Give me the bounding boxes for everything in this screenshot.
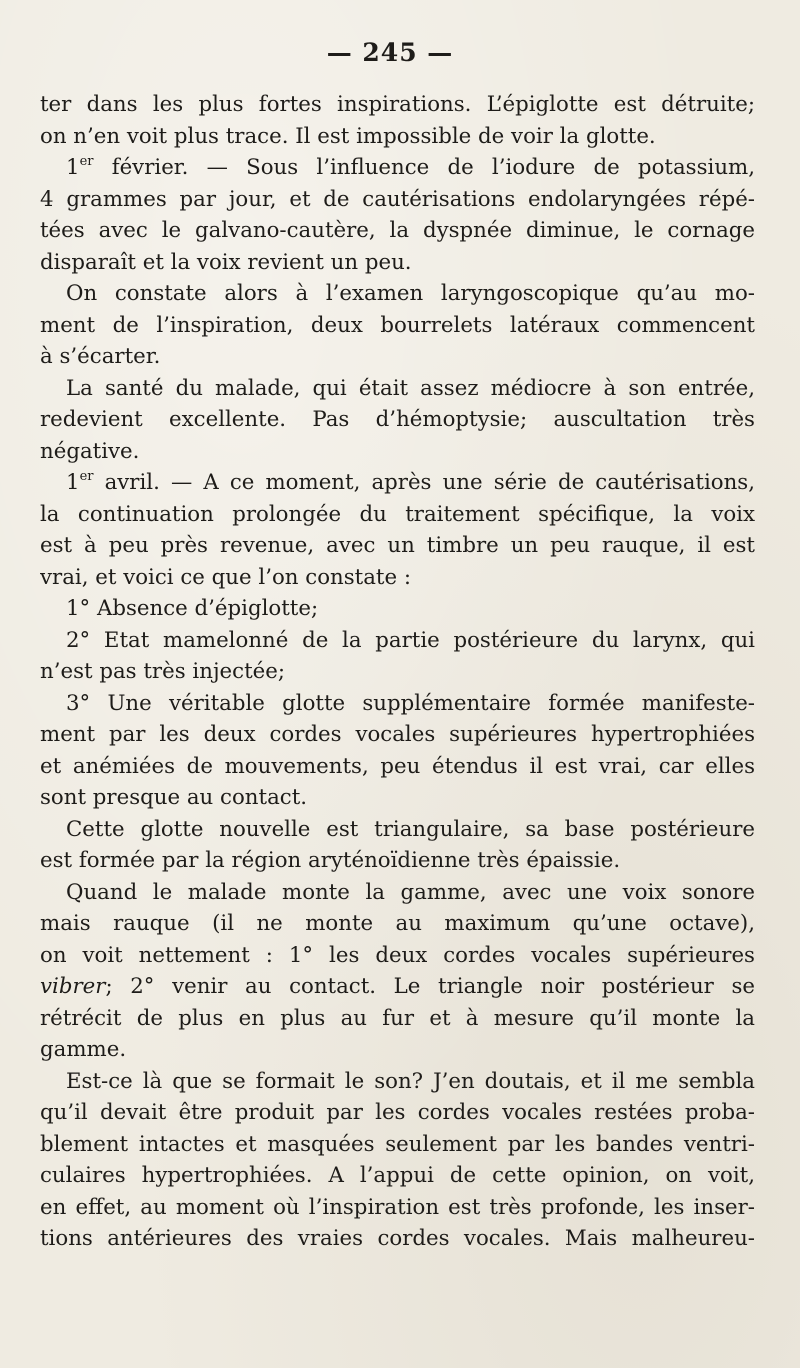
line-text: est à peu près revenue, avec un timbre un peu rauque, il est (40, 533, 755, 558)
text-line (40, 845, 755, 877)
text-line (40, 814, 755, 846)
line-text: La santé du malade, qui était assez médiocre à son entrée, (66, 375, 755, 401)
page-number: — 245 — (326, 38, 454, 67)
line-text: ment par les deux cordes vocales supérieures hypertrophiées (40, 722, 755, 747)
body-text (40, 89, 755, 1255)
line-text: Cette glotte nouvelle est triangulaire, sa base postérieure (66, 816, 755, 842)
line-text: la continuation prolongée du traitement spécifique, la voix (40, 501, 755, 527)
line-text: 3° Une véritable glotte supplémentaire formée manifeste- (66, 690, 755, 716)
text-line (40, 184, 755, 216)
text-line (40, 530, 755, 562)
line-text: culaires hypertrophiées. A l’appui de cette opinion, on voit, (40, 1163, 755, 1188)
text-line (40, 121, 755, 153)
line-text: en effet, au moment où l’inspiration est très profonde, les inser- (40, 1194, 755, 1220)
line-text: est formée par la région aryténoïdienne très épaissie. (40, 848, 621, 873)
text-line (40, 1097, 755, 1129)
line-text: ter dans les plus fortes inspirations. L’épiglotte est détruite; (40, 92, 755, 117)
line-text: et anémiées de mouvements, peu étendus il est vrai, car elles (40, 753, 755, 779)
line-text: Est-ce là que se formait le son? J’en doutais, et il me sembla (66, 1068, 755, 1094)
text-line (40, 1223, 755, 1255)
line-text: On constate alors à l’examen laryngoscopique qu’au mo- (66, 281, 755, 306)
ordinal-superscript: er (79, 154, 94, 169)
text-line (40, 751, 755, 783)
line-text: rétrécit de plus en plus au fur et à mesure qu’il monte la (40, 1005, 755, 1031)
line-text: on voit nettement : 1° les deux cordes vocales supérieures (40, 942, 755, 968)
text-line (40, 562, 755, 594)
text-line (40, 625, 755, 657)
line-text: 1° Absence d’épiglotte; (66, 596, 319, 621)
line-text: qu’il devait être produit par les cordes vocales restées proba- (40, 1100, 755, 1125)
line-text: négative. (40, 438, 140, 464)
text-line (40, 1003, 755, 1035)
line-text: tées avec le galvano-cautère, la dyspnée diminue, le cornage (40, 218, 755, 243)
line-text: février. — Sous l’influence de l’iodure de potassium, (93, 155, 755, 180)
text-line (40, 877, 755, 909)
line-text: Quand le malade monte la gamme, avec une voix sonore (66, 879, 755, 905)
text-line (40, 89, 755, 121)
line-text: à s’écarter. (40, 344, 161, 369)
text-line (40, 436, 755, 468)
text-line (40, 310, 755, 342)
text-line (40, 215, 755, 247)
ordinal-number: 1 (66, 470, 80, 495)
line-text: 2° Etat mamelonné de la partie postérieure du larynx, qui (66, 627, 755, 653)
line-text: avril. — A ce moment, après une série de cautérisations, (93, 470, 755, 495)
line-text: tions antérieures des vraies cordes vocales. Mais malheureu- (40, 1226, 755, 1251)
text-line (40, 404, 755, 436)
text-line (40, 940, 755, 972)
line-text: on n’en voit plus trace. Il est impossible de voir la glotte. (40, 123, 656, 149)
line-text: redevient excellente. Pas d’hémoptysie; auscultation très (40, 407, 755, 432)
text-line (40, 688, 755, 720)
text-line (40, 1160, 755, 1192)
text-line (40, 1129, 755, 1161)
line-text: gamme. (40, 1037, 127, 1062)
text-line (40, 467, 755, 499)
line-text: n’est pas très injectée; (40, 659, 286, 684)
line-text: vrai, et voici ce que l’on constate : (40, 564, 412, 590)
line-text: blement intactes et masquées seulement par les bandes ventri- (40, 1131, 755, 1157)
line-text: mais rauque (il ne monte au maximum qu’une octave), (40, 911, 755, 936)
text-line (40, 1066, 755, 1098)
line-text: ; 2° venir au contact. Le triangle noir postérieur se (105, 974, 755, 999)
text-line (40, 719, 755, 751)
text-line (40, 593, 755, 625)
text-line (40, 278, 755, 310)
text-line (40, 247, 755, 279)
text-line (40, 373, 755, 405)
text-line (40, 152, 755, 184)
text-line (40, 971, 755, 1003)
line-text: 4 grammes par jour, et de cautérisations endolaryngées répé- (40, 186, 755, 212)
text-line (40, 499, 755, 531)
ordinal-number: 1 (66, 155, 80, 180)
line-text: disparaît et la voix revient un peu. (40, 249, 412, 275)
text-line (40, 1034, 755, 1066)
text-line (40, 341, 755, 373)
line-text: sont presque au contact. (40, 785, 308, 810)
text-line (40, 908, 755, 940)
line-text: ment de l’inspiration, deux bourrelets latéraux commencent (40, 312, 755, 338)
italic-word: vibrer (40, 974, 106, 999)
text-line (40, 782, 755, 814)
text-line (40, 1192, 755, 1224)
ordinal-superscript: er (79, 469, 94, 484)
text-line (40, 656, 755, 688)
